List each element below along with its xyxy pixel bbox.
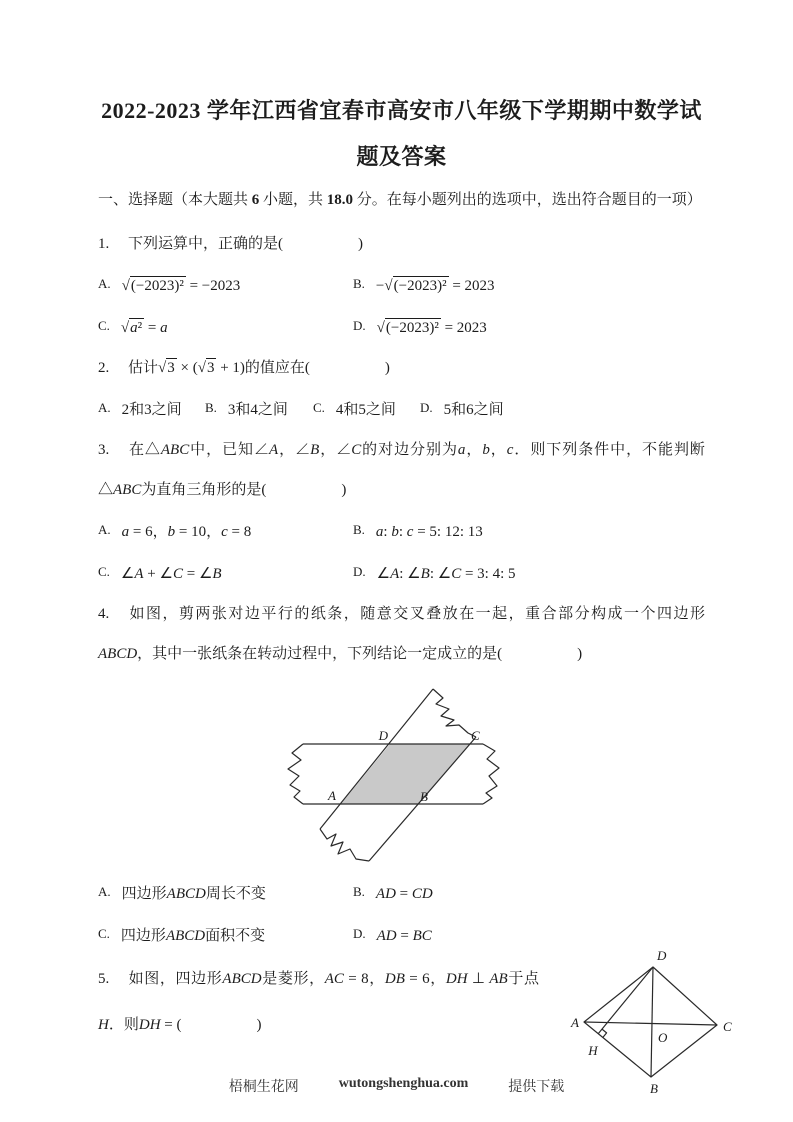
right-angle-marker	[602, 1029, 607, 1037]
vertex-label-c: C	[471, 728, 480, 743]
option-a: A. 四边形ABCD周长不变	[98, 884, 266, 902]
vertex-label-d: D	[378, 728, 388, 743]
question-text: 估计√3 × (√3 + 1)的值应在( )	[128, 360, 390, 376]
footer-site-url: wutongshenghua.com	[338, 1076, 469, 1091]
overlap-parallelogram	[341, 744, 470, 804]
option-c: C. √a² = a	[98, 318, 168, 336]
question-text: 在△ABC中，已知∠A，∠B，∠C的对边分别为a，b，c．则下列条件中，不能判断△ABC为直角三角形的是( )	[98, 442, 705, 498]
question-number: 1.	[98, 236, 110, 252]
option-b: B. a: b: c = 5: 12: 13	[353, 522, 483, 540]
option-b: B. 3和4之间	[205, 400, 288, 418]
torn-edge-bottom	[320, 829, 369, 861]
option-c: C. 4和5之间	[313, 400, 396, 418]
option-b: B. −√(−2023)² = 2023	[353, 276, 495, 294]
option-c: C. 四边形ABCD面积不变	[98, 926, 266, 944]
paper-strips-figure	[278, 676, 528, 872]
torn-edge-left	[288, 744, 303, 804]
question-number: 2.	[98, 360, 110, 376]
question-number: 5.	[98, 971, 110, 987]
footer-site-name: 梧桐生花网	[228, 1080, 299, 1095]
vertex-label-c: C	[723, 1019, 732, 1034]
torn-edge-top	[433, 689, 476, 737]
question-text: 如图，四边形ABCD是菱形，AC = 8，DB = 6，DH ⊥ AB于点H．则DH = ( )	[98, 971, 539, 1033]
option-a: A. √(−2023)² = −2023	[98, 276, 241, 294]
vertex-label-a: A	[571, 1015, 579, 1030]
section-question-count: 6	[251, 192, 260, 208]
page-title: 2022-2023 学年江西省宜春市高安市八年级下学期期中数学试题及答案	[101, 98, 702, 169]
question-1	[98, 224, 705, 348]
foot-label-h: H	[588, 1043, 598, 1058]
vertex-label-a: A	[328, 788, 336, 803]
question-text: 下列运算中，正确的是( )	[128, 236, 363, 252]
option-d: D. ∠A: ∠B: ∠C = 3: 4: 5	[353, 564, 516, 582]
option-b: B. AD = CD	[353, 884, 433, 902]
question-text: 如图，剪两张对边平行的纸条，随意交叉叠放在一起，重合部分构成一个四边形ABCD，其中一张纸条在转动过程中，下列结论一定成立的是( )	[98, 606, 705, 662]
center-label-o: O	[658, 1030, 668, 1045]
option-a: A. a = 6，b = 10，c = 8	[98, 522, 252, 540]
option-d: D. √(−2023)² = 2023	[353, 318, 487, 336]
option-d: D. AD = BC	[353, 926, 432, 944]
vertex-label-b: B	[420, 789, 428, 804]
page-footer	[0, 1076, 793, 1096]
question-number: 3.	[98, 442, 110, 458]
option-d: D. 5和6之间	[420, 400, 504, 418]
question-4	[98, 594, 705, 956]
option-a: A. 2和3之间	[98, 400, 182, 418]
section-heading-text: 一、选择题（本大题共	[98, 192, 252, 208]
torn-edge-right	[483, 744, 499, 804]
section-heading: 一、选择题（本大题共 6 小题，共 18.0 分。在每小题列出的选项中，选出符合题目的一项）	[98, 192, 702, 208]
section-total-points: 18.0	[326, 192, 354, 208]
vertex-label-b: B	[650, 1081, 658, 1096]
option-c: C. ∠A + ∠C = ∠B	[98, 564, 222, 582]
question-3	[98, 430, 705, 594]
question-2	[98, 348, 705, 430]
question-number: 4.	[98, 606, 110, 622]
vertex-label-d: D	[657, 948, 667, 963]
footer-download-note: 提供下载	[508, 1080, 565, 1095]
